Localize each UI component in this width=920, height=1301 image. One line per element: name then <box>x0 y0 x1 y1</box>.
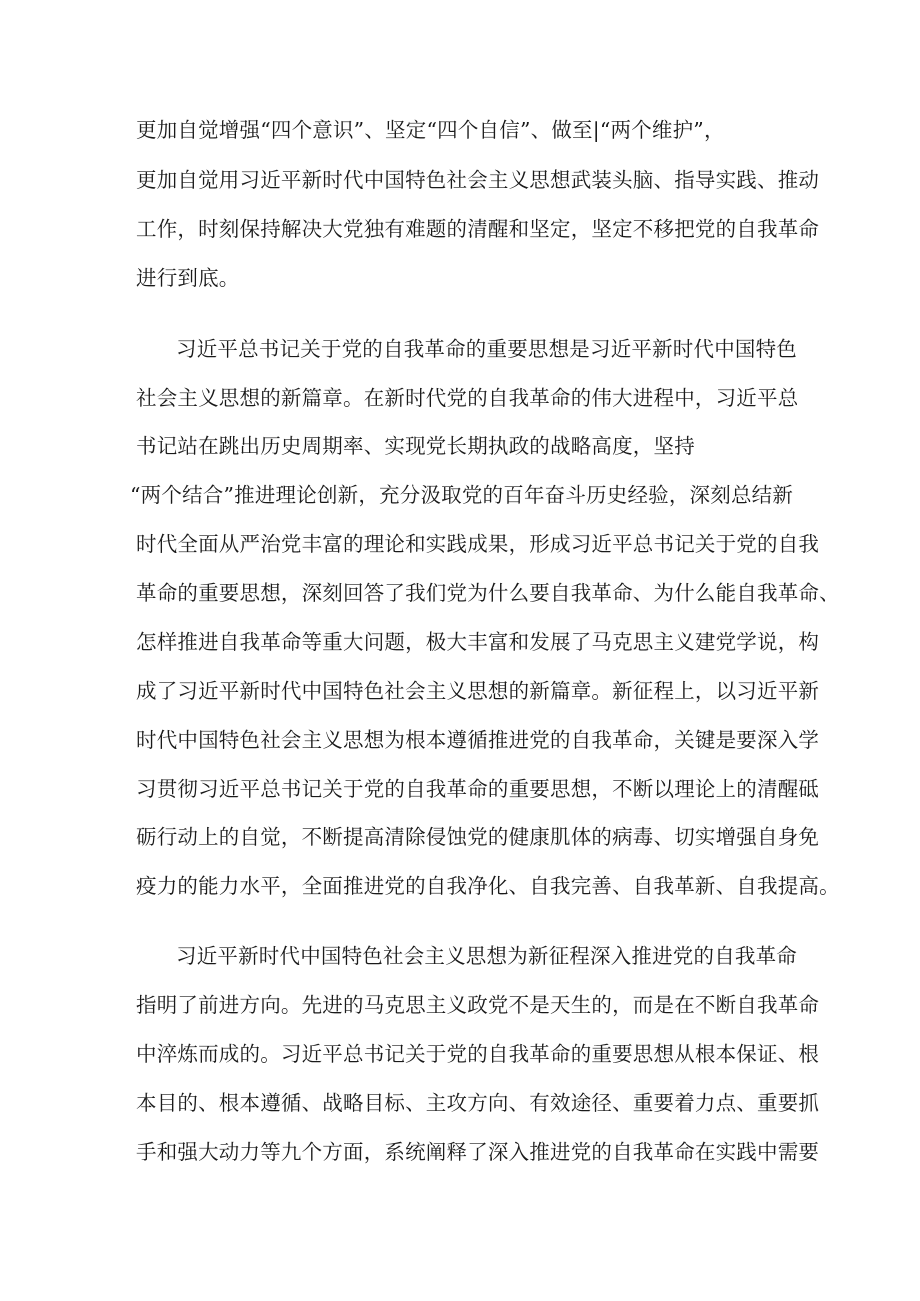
paragraph-1-line-1: 更加自觉增强“四个意识”、坚定“四个自信”、做至|“两个维护”， <box>136 118 725 142</box>
paragraph-2-line-11: 砺行动上的自觉，不断提高清除侵蚀党的健康肌体的病毒、切实增强自身免 <box>136 825 820 849</box>
paragraph-2-line-3: 书记站在跳出历史周期率、实现党长期执政的战略高度，坚持 <box>136 434 695 458</box>
paragraph-3-line-1: 习近平新时代中国特色社会主义思想为新征程深入推进党的自我革命 <box>176 944 797 968</box>
paragraph-2-line-1: 习近平总书记关于党的自我革命的重要思想是习近平新时代中国特色 <box>176 337 797 361</box>
paragraph-2-line-12: 疫力的能力水平，全面推进党的自我净化、自我完善、自我革新、自我提高。 <box>136 874 840 898</box>
paragraph-3-line-2: 指明了前进方向。先进的马克思主义政党不是天生的，而是在不断自我革命 <box>136 993 820 1017</box>
paragraph-1-line-3: 工作，时刻保持解决大党独有难题的清醒和坚定，坚定不移把党的自我革命 <box>136 217 820 241</box>
paragraph-2-line-9: 时代中国特色社会主义思想为根本遵循推进党的自我革命，关键是要深入学 <box>136 728 820 752</box>
paragraph-2-line-7: 怎样推进自我革命等重大问题，极大丰富和发展了马克思主义建党学说，构 <box>136 630 820 654</box>
paragraph-2-line-8: 成了习近平新时代中国特色社会主义思想的新篇章。新征程上，以习近平新 <box>136 679 820 703</box>
paragraph-2-line-10: 习贯彻习近平总书记关于党的自我革命的重要思想，不断以理论上的清醒砥 <box>136 777 820 801</box>
paragraph-2-line-2: 社会主义思想的新篇章。在新时代党的自我革命的伟大进程中，习近平总 <box>136 386 799 410</box>
paragraph-2-line-6: 革命的重要思想，深刻回答了我们党为什么要自我革命、为什么能自我革命、 <box>136 581 840 605</box>
paragraph-2-line-4: “两个结合”推进理论创新，充分汲取党的百年奋斗历史经验，深刻总结新 <box>130 483 794 507</box>
paragraph-2-line-5: 时代全面从严治党丰富的理论和实践成果，形成习近平总书记关于党的自我 <box>136 532 820 556</box>
paragraph-1-line-4: 进行到底。 <box>136 266 240 290</box>
paragraph-1-line-2: 更加自觉用习近平新时代中国特色社会主义思想武装头脑、指导实践、推动 <box>136 168 820 192</box>
paragraph-3-line-4: 本目的、根本遵循、战略目标、主攻方向、有效途径、重要着力点、重要抓 <box>136 1091 820 1115</box>
paragraph-3-line-3: 中淬炼而成的。习近平总书记关于党的自我革命的重要思想从根本保证、根 <box>136 1042 820 1066</box>
paragraph-3-line-5: 手和强大动力等九个方面，系统阐释了深入推进党的自我革命在实践中需要 <box>136 1140 820 1164</box>
